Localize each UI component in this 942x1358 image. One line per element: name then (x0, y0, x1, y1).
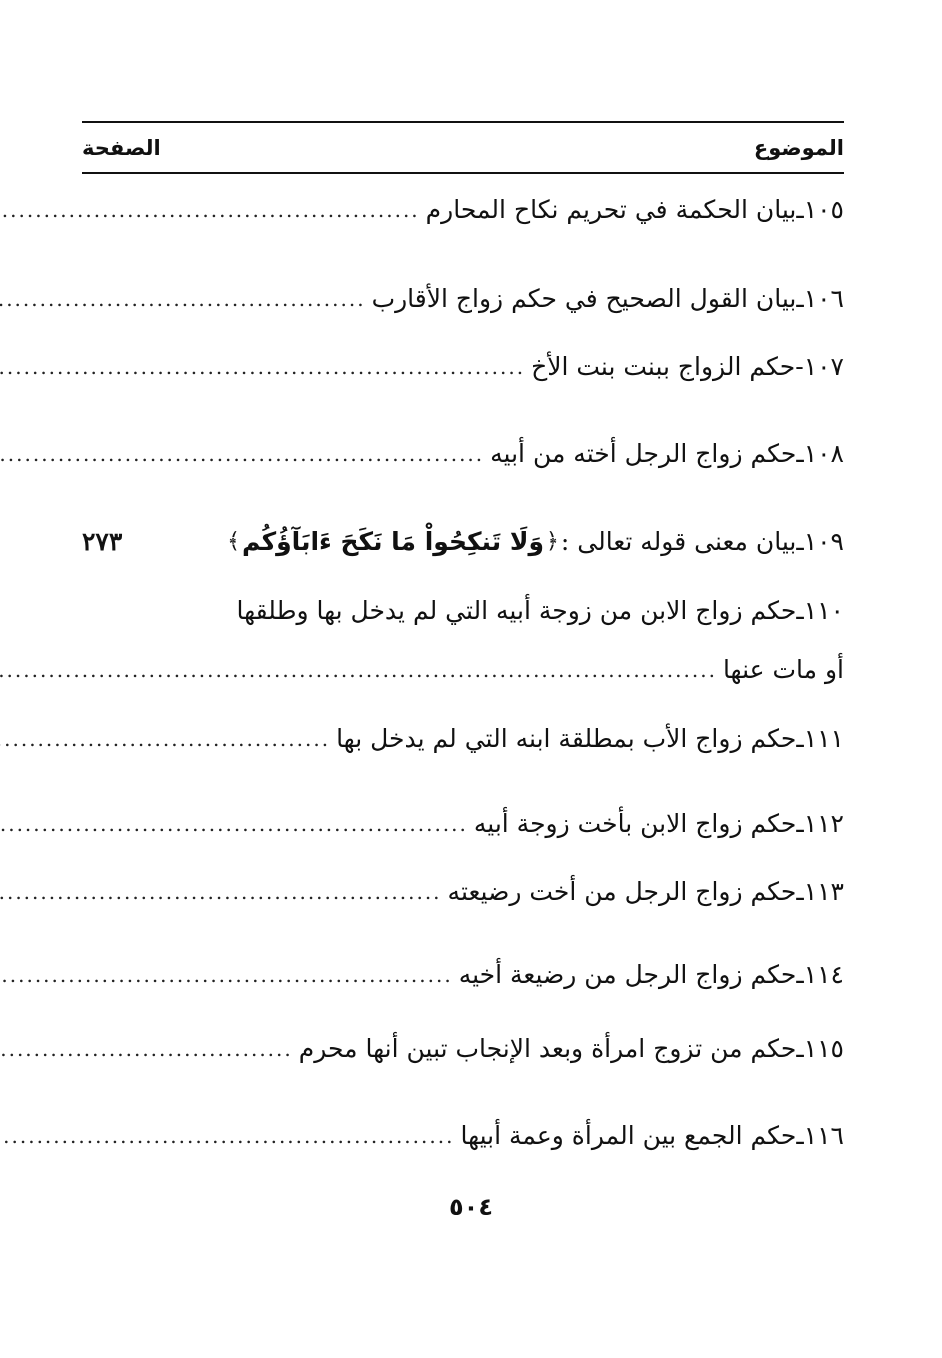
quran-bracket-close: ﴾ (227, 529, 240, 554)
leader-dots (0, 1027, 299, 1071)
entry-title: حكم زواج الابن من زوجة أبيه التي لم يدخل بها وطلقها (236, 596, 797, 625)
top-rule (82, 121, 844, 123)
entry-separator: ـ (796, 724, 804, 753)
toc-entry-114 (82, 953, 844, 997)
topic-column-heading: الموضوع (753, 136, 844, 160)
entry-number: ١١٢ (803, 809, 844, 838)
toc-entry-106 (82, 277, 844, 321)
entry-title: حكم زواج الأب بمطلقة ابنه التي لم يدخل بها (336, 724, 797, 753)
entry-separator: ـ (796, 195, 804, 224)
entry-number: ١١٣ (803, 877, 844, 906)
entry-title-continuation: أو مات عنها (722, 655, 844, 684)
page-column-heading: الصفحة (82, 136, 161, 160)
quran-verse: وَلَا تَنكِحُواْ مَا نَكَحَ ءَابَآؤُكُم (242, 527, 544, 556)
quran-bracket-open: ﴿ (545, 529, 559, 554)
toc-entry-105 (82, 188, 844, 232)
entry-title: حكم زواج الرجل من أخت رضيعته (447, 877, 797, 906)
toc-entry-110-continuation (82, 648, 844, 692)
entry-number: ١١٥ (803, 1034, 844, 1063)
leader-dots (0, 717, 336, 761)
entry-number: ١١٦ (803, 1121, 844, 1150)
header-rule (82, 172, 844, 174)
entry-title: حكم زواج الابن بأخت زوجة أبيه (473, 809, 797, 838)
entry-number: ١١٤ (803, 960, 844, 989)
entry-separator: ـ (796, 1121, 804, 1150)
entry-title: حكم الزواج ببنت بنت الأخ (531, 352, 796, 381)
entry-separator: ـ (796, 439, 804, 468)
leader-dots (0, 188, 426, 232)
leader-dots (0, 870, 448, 914)
leader-dots (0, 1114, 460, 1158)
entry-separator: - (795, 352, 804, 381)
entry-number: ١٠٩ (803, 527, 844, 556)
leader-dots (0, 277, 372, 321)
leader-dots (0, 432, 490, 476)
toc-entry-112 (82, 802, 844, 846)
toc-entry-115 (82, 1027, 844, 1071)
entry-title: حكم زواج الرجل أخته من أبيه (490, 439, 797, 468)
entry-separator: ـ (796, 877, 804, 906)
table-header (82, 128, 844, 168)
toc-entry-110 (82, 589, 844, 633)
entry-title: حكم الجمع بين المرأة وعمة أبيها (460, 1121, 797, 1150)
entry-number: ١١٠ (803, 596, 844, 625)
entry-title: بيان معنى قوله تعالى : (560, 527, 797, 556)
entry-number: ١١١ (803, 724, 844, 753)
toc-entry-113 (82, 870, 844, 914)
entry-title: حكم زواج الرجل من رضيعة أخيه (458, 960, 797, 989)
entry-separator: ـ (796, 1034, 804, 1063)
toc-entry-109 (82, 520, 844, 564)
entry-number: ١٠٥ (803, 195, 844, 224)
toc-entry-108 (82, 432, 844, 476)
leader-dots (0, 648, 723, 692)
leader-dots (0, 345, 531, 389)
entry-separator: ـ (796, 960, 804, 989)
entry-separator: ـ (796, 809, 804, 838)
leader-dots (0, 953, 459, 997)
page-number-footer: ٥٠٤ (449, 1193, 493, 1221)
toc-entry-111 (82, 717, 844, 761)
entry-number: ١٠٦ (803, 284, 844, 313)
entry-title: بيان القول الصحيح في حكم زواج الأقارب (371, 284, 797, 313)
entry-separator: ـ (796, 527, 804, 556)
entry-title: حكم من تزوج امرأة وبعد الإنجاب تبين أنها محرم (298, 1034, 797, 1063)
entry-page-number: ٢٧٣ (82, 527, 123, 556)
entry-separator: ـ (796, 596, 804, 625)
entry-separator: ـ (796, 284, 804, 313)
entry-number: ١٠٨ (803, 439, 844, 468)
toc-entry-116 (82, 1114, 844, 1158)
entry-title: بيان الحكمة في تحريم نكاح المحارم (425, 195, 797, 224)
toc-entry-107 (82, 345, 844, 389)
entry-number: ١٠٧ (803, 352, 844, 381)
leader-dots (0, 802, 474, 846)
